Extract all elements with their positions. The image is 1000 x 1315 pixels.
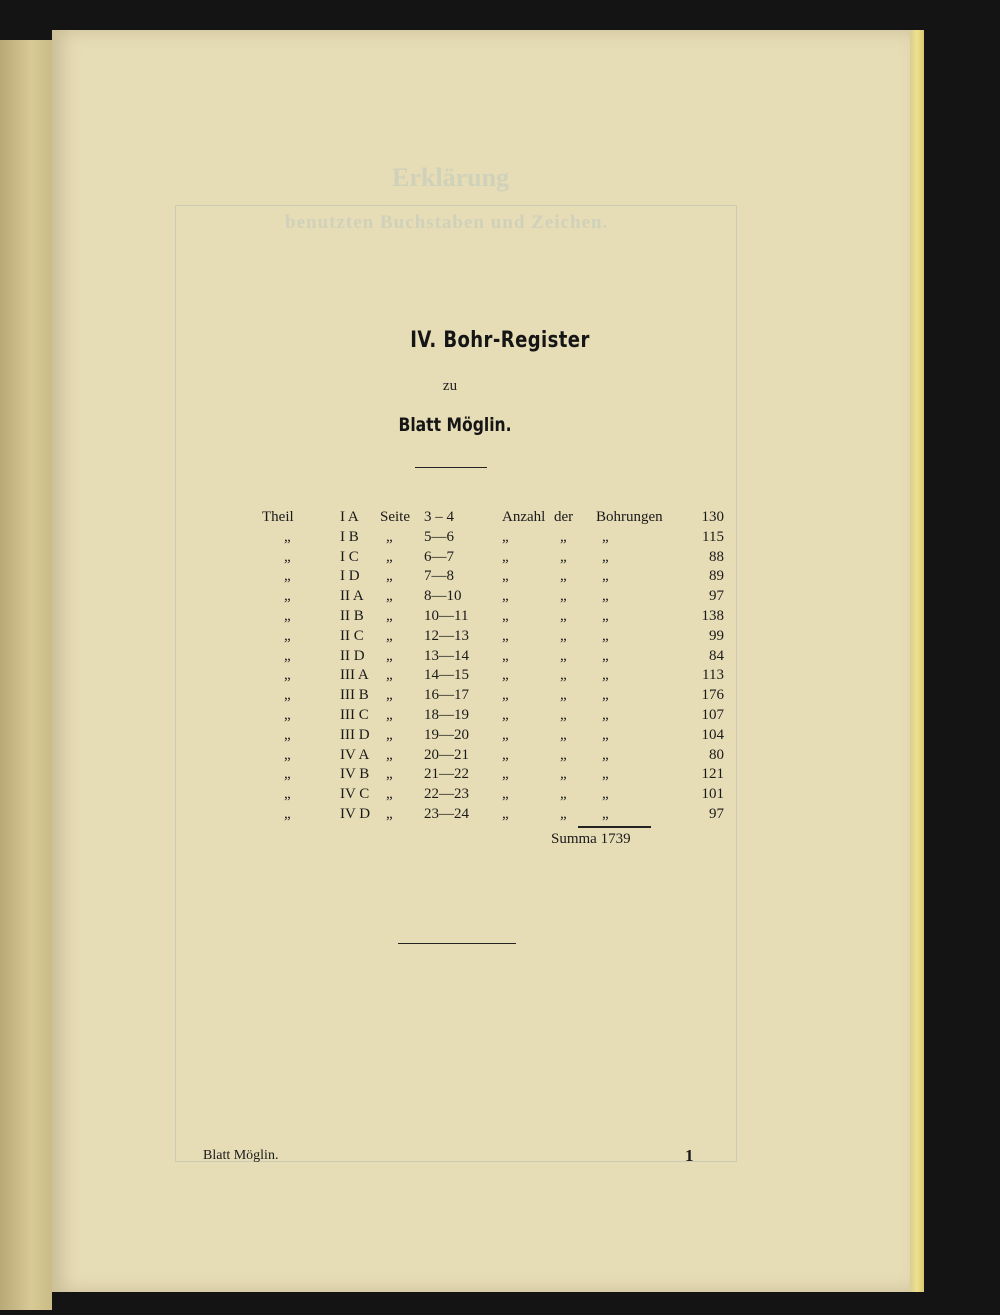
ditto-mark: „: [602, 627, 609, 644]
title-rule: [415, 467, 487, 468]
table-row: [262, 548, 730, 568]
page-range-cell: 3 – 4: [424, 509, 454, 525]
anzahl-label: Anzahl: [502, 509, 546, 525]
count-cell: 121: [701, 766, 724, 783]
ditto-mark: „: [602, 706, 609, 723]
ditto-mark: „: [386, 548, 393, 565]
ditto-mark: „: [502, 568, 509, 585]
ditto-mark: „: [284, 706, 291, 723]
ditto-mark: „: [502, 706, 509, 723]
ditto-mark: „: [602, 746, 609, 763]
ditto-mark: „: [560, 805, 567, 822]
ditto-mark: „: [386, 687, 393, 704]
ditto-mark: „: [284, 588, 291, 605]
table-row: [262, 508, 730, 528]
count-cell: 176: [701, 687, 724, 704]
ditto-mark: „: [602, 786, 609, 803]
ditto-mark: „: [602, 687, 609, 704]
ditto-mark: „: [560, 667, 567, 684]
table-row: [262, 567, 730, 587]
page-range-cell: 13—14: [424, 647, 469, 664]
ditto-mark: „: [284, 687, 291, 704]
title-connector: zu: [442, 378, 458, 394]
ditto-mark: „: [602, 805, 609, 822]
ditto-mark: „: [386, 805, 393, 822]
ditto-mark: „: [284, 726, 291, 743]
ditto-mark: „: [560, 568, 567, 585]
table-row: [262, 607, 730, 627]
part-cell: II A: [340, 588, 364, 605]
ditto-mark: „: [284, 568, 291, 585]
count-cell: 97: [709, 805, 724, 822]
count-cell: 84: [709, 647, 724, 664]
page-range-cell: 18—19: [424, 706, 469, 723]
page-number: 1: [685, 1146, 694, 1165]
sheet-subtitle: Blatt Möglin.: [398, 414, 512, 436]
page-range-cell: 19—20: [424, 726, 469, 743]
ditto-mark: „: [502, 528, 509, 545]
sum-rule: [578, 826, 651, 828]
page-range-cell: 6—7: [424, 548, 454, 565]
table-row: [262, 706, 730, 726]
count-cell: 99: [709, 627, 724, 644]
ditto-mark: „: [560, 706, 567, 723]
page-range-cell: 23—24: [424, 805, 469, 822]
part-cell: I C: [340, 548, 359, 565]
ditto-mark: „: [560, 548, 567, 565]
end-rule: [398, 943, 516, 944]
ditto-mark: „: [560, 726, 567, 743]
ditto-mark: „: [502, 548, 509, 565]
part-cell: III D: [340, 726, 370, 743]
page-range-cell: 21—22: [424, 766, 469, 783]
part-cell: I D: [340, 568, 360, 585]
table-row: [262, 666, 730, 686]
ditto-mark: „: [284, 667, 291, 684]
count-cell: 97: [709, 588, 724, 605]
ditto-mark: „: [284, 786, 291, 803]
ditto-mark: „: [284, 548, 291, 565]
count-cell: 113: [702, 667, 724, 684]
table-row: [262, 627, 730, 647]
part-cell: II C: [340, 627, 364, 644]
page-range-cell: 12—13: [424, 627, 469, 644]
ditto-mark: „: [602, 588, 609, 605]
ditto-mark: „: [386, 667, 393, 684]
ditto-mark: „: [502, 588, 509, 605]
ditto-mark: „: [284, 647, 291, 664]
count-cell: 80: [709, 746, 724, 763]
ditto-mark: „: [602, 667, 609, 684]
seite-label: Seite: [380, 509, 410, 525]
table-row: [262, 805, 730, 825]
count-cell: 130: [701, 509, 724, 525]
ditto-mark: „: [560, 627, 567, 644]
count-cell: 101: [701, 786, 724, 803]
page-range-cell: 20—21: [424, 746, 469, 763]
ditto-mark: „: [386, 568, 393, 585]
ditto-mark: „: [602, 607, 609, 624]
bohr-register-table: [262, 508, 730, 825]
ditto-mark: „: [386, 528, 393, 545]
part-cell: II D: [340, 647, 365, 664]
page-title: IV. Bohr-Register: [410, 328, 590, 353]
part-cell: III B: [340, 687, 369, 704]
ditto-mark: „: [560, 766, 567, 783]
ditto-mark: „: [502, 607, 509, 624]
ditto-mark: „: [386, 588, 393, 605]
ditto-mark: „: [386, 786, 393, 803]
bohrungen-label: Bohrungen: [596, 509, 663, 525]
page-range-cell: 5—6: [424, 528, 454, 545]
ditto-mark: „: [560, 528, 567, 545]
table-row: [262, 528, 730, 548]
ditto-mark: „: [560, 588, 567, 605]
ditto-mark: „: [502, 805, 509, 822]
theil-label: Theil: [262, 509, 294, 525]
ditto-mark: „: [602, 766, 609, 783]
ditto-mark: „: [560, 746, 567, 763]
ditto-mark: „: [560, 786, 567, 803]
summa-value: 1739: [600, 831, 631, 847]
ditto-mark: „: [502, 726, 509, 743]
show-through-title: Erklärung: [392, 163, 510, 192]
part-cell: IV D: [340, 805, 371, 822]
part-cell: IV A: [340, 746, 370, 763]
table-row: [262, 726, 730, 746]
count-cell: 104: [701, 726, 724, 743]
table-row: [262, 686, 730, 706]
table-row: [262, 765, 730, 785]
ditto-mark: „: [386, 627, 393, 644]
ditto-mark: „: [602, 568, 609, 585]
page-range-cell: 22—23: [424, 786, 469, 803]
ditto-mark: „: [560, 607, 567, 624]
ditto-mark: „: [386, 607, 393, 624]
ditto-mark: „: [284, 607, 291, 624]
page-stack-edge: [910, 30, 924, 1292]
footer-sheet-name: Blatt Möglin.: [203, 1148, 279, 1163]
der-label: der: [554, 509, 574, 525]
page-range-cell: 16—17: [424, 687, 469, 704]
ditto-mark: „: [386, 766, 393, 783]
part-cell: IV B: [340, 766, 370, 783]
summa-line: [551, 831, 631, 848]
summa-label: Summa: [551, 831, 597, 847]
ditto-mark: „: [602, 647, 609, 664]
ditto-mark: „: [386, 726, 393, 743]
ditto-mark: „: [502, 786, 509, 803]
part-cell: III C: [340, 706, 369, 723]
ditto-mark: „: [386, 706, 393, 723]
ditto-mark: „: [284, 805, 291, 822]
part-cell: I B: [340, 528, 359, 545]
page-range-cell: 7—8: [424, 568, 454, 585]
ditto-mark: „: [386, 647, 393, 664]
ditto-mark: „: [284, 528, 291, 545]
ditto-mark: „: [284, 746, 291, 763]
ditto-mark: „: [502, 687, 509, 704]
facing-page-edge: [0, 40, 52, 1310]
table-row: [262, 647, 730, 667]
ditto-mark: „: [284, 766, 291, 783]
show-through-subtitle: benutzten Buchstaben und Zeichen.: [285, 212, 609, 233]
ditto-mark: „: [602, 528, 609, 545]
ditto-mark: „: [502, 627, 509, 644]
count-cell: 138: [701, 607, 724, 624]
page-range-cell: 8—10: [424, 588, 462, 605]
part-cell: I A: [340, 509, 359, 525]
ditto-mark: „: [602, 548, 609, 565]
ditto-mark: „: [560, 687, 567, 704]
count-cell: 115: [702, 528, 724, 545]
ditto-mark: „: [386, 746, 393, 763]
ditto-mark: „: [502, 667, 509, 684]
ditto-mark: „: [502, 647, 509, 664]
ditto-mark: „: [502, 766, 509, 783]
count-cell: 107: [701, 706, 724, 723]
page-range-cell: 10—11: [424, 607, 469, 624]
ditto-mark: „: [560, 647, 567, 664]
count-cell: 88: [709, 548, 724, 565]
table-row: [262, 785, 730, 805]
ditto-mark: „: [602, 726, 609, 743]
ditto-mark: „: [502, 746, 509, 763]
page-range-cell: 14—15: [424, 667, 469, 684]
table-row: [262, 746, 730, 766]
part-cell: IV C: [340, 786, 370, 803]
part-cell: III A: [340, 667, 369, 684]
part-cell: II B: [340, 607, 364, 624]
ditto-mark: „: [284, 627, 291, 644]
table-row: [262, 587, 730, 607]
count-cell: 89: [709, 568, 724, 585]
